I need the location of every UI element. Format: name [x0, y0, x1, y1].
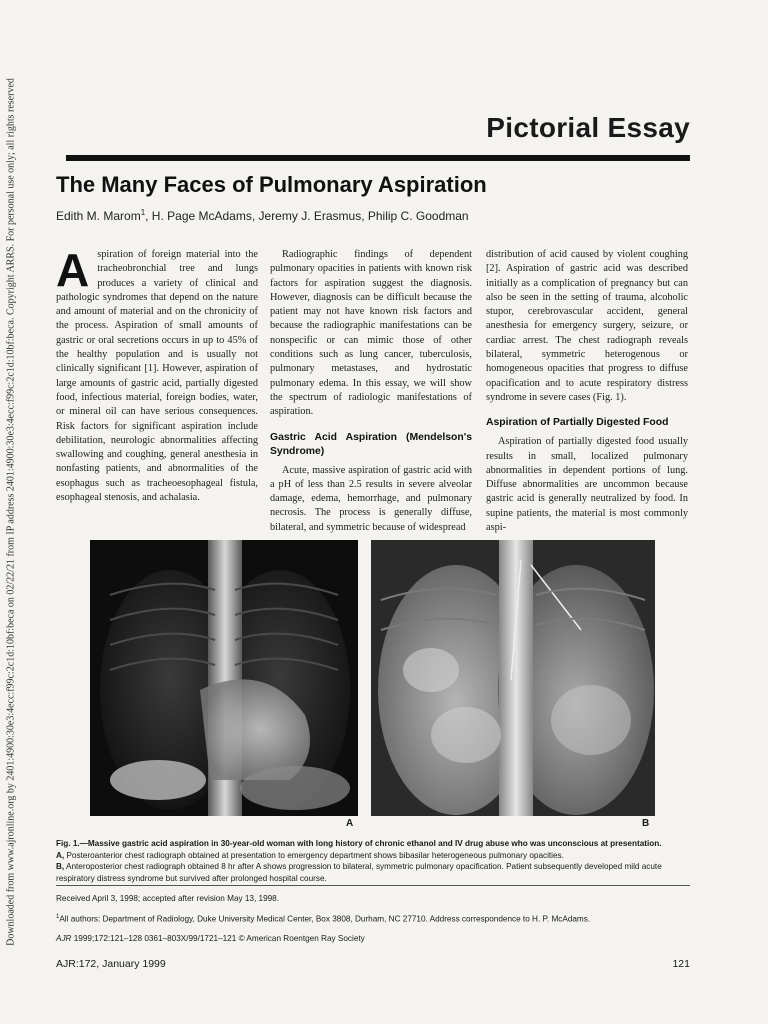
affiliation-note [56, 912, 690, 925]
caption-b-text: Anteroposterior chest radiograph obtained 8 hr after A shows progression to bilateral, symmetric pulmonary opacification. Patient subsequently developed mild acute respiratory distress syndrome but survived after prolonged hospital course. [56, 862, 662, 883]
caption-b-key: B, [56, 862, 65, 871]
section-label: Pictorial Essay [486, 112, 690, 143]
other-authors: , H. Page McAdams, Jeremy J. Erasmus, Philip C. Goodman [145, 209, 469, 223]
chest-radiograph-b [371, 540, 655, 816]
panel-label-a: A [346, 818, 354, 829]
gastric-acid-paragraph: Acute, massive aspiration of gastric acid with a pH of less than 2.5 results in severe alveolar damage, edema, hemorrhage, and pulmonary necrosis. The process is generally diffuse, bilateral, and symmetric because of widespread [270, 464, 472, 533]
radiographic-findings-paragraph: Radiographic findings of dependent pulmonary opacities in patients with known risk factors for aspiration suggest the diagnosis. However, diagnosis can be difficult because the patient may not have known risk factors and because the radiographic manifestations can be nonspecific or can mimic those of other conditions such as lung cancer, tuberculosis, pulmonary metastases, and hydrostatic pulmonary edema. In this essay, we will show the spectrum of radiologic manifestations of aspiration. [270, 249, 472, 418]
xray-image-b [371, 540, 655, 816]
first-author: Edith M. Marom [56, 209, 141, 223]
intro-paragraph: spiration of foreign material into the tracheobronchial tree and lungs produces a variety of clinical and pathologic syndromes that depend on the nature and amount of material and on the chronicity of the process. Aspiration of small amounts of gastric or oral secretions occurs in up to 45% of the healthy population and is usually not clinically significant [1]. However, aspiration of large amounts of gastric acid, partially digested food, infectious material, foreign bodies, water, or mineral oil can have serious consequences. Risk factors for significant aspiration include debilitation, neurologic abnormalities affecting swallowing and coughing, general anesthesia in nonfasting patients, and abnormalities of the esophagus such as tracheoesophageal fistula, esophageal stenosis, and achalasia. [56, 249, 258, 504]
footnote-rule [56, 885, 690, 886]
header-rule [66, 155, 690, 161]
affiliation-text: All authors: Department of Radiology, Duke University Medical Center, Box 3808, Durham, NC 27710. Address correspondence to H. P. McAdams. [59, 914, 591, 924]
panel-label-b: B [642, 818, 650, 829]
page-number: 121 [672, 958, 690, 970]
caption-a [56, 850, 690, 862]
text-column-3 [486, 248, 688, 535]
download-notice-text: Downloaded from www.ajronline.org by 2401:4900:30e3:4ecc:f99c:2c1d:10bf:beca on 02/22/21 from IP address 2401:4900:30e3:4ecc:f99c:2c1d:10bf:beca. Copyright ARRS. For personal use only; all rights reserved [5, 78, 17, 946]
journal-issue: AJR:172, January 1999 [56, 958, 166, 970]
text-column-1 [56, 244, 258, 505]
caption-b [56, 861, 690, 884]
citation-note [56, 933, 690, 944]
received-note: Received April 3, 1998; accepted after revision May 13, 1998. [56, 894, 280, 903]
drop-cap: A [56, 244, 90, 296]
gastric-acid-continued-paragraph: distribution of acid caused by violent coughing [2]. Aspiration of gastric acid was described initially as a complication of pregnancy but can also be seen in the setting of trauma, alcoholic stupor, cerebrovascular accident, general anesthesia for emergency surgery, seizure, or cardiac arrest. The chest radiograph reveals bilateral, symmetric heterogenous or homogeneous opacities that progress to diffuse opacification and to acute respiratory distress syndrome in severe cases (Fig. 1). [486, 249, 688, 403]
xray-image-a [90, 540, 358, 816]
section-heading-gastric-acid: Gastric Acid Aspiration (Mendelson's Syndrome) [270, 431, 472, 457]
download-notice [0, 0, 22, 1024]
caption-a-text: Posteroanterior chest radiograph obtained at presentation to emergency department shows bibasilar heterogeneous pulmonary opacities. [64, 850, 564, 860]
citation-journal: AJR [56, 933, 72, 943]
author-affiliation-marker: 1 [140, 208, 146, 217]
chest-radiograph-a [90, 540, 358, 816]
affiliation-marker: 1 [56, 914, 60, 920]
citation-text: 1999;172:121–128 0361–803X/99/1721–121 © American Roentgen Ray Society [71, 933, 365, 943]
text-column-2 [270, 248, 472, 535]
caption-main [56, 838, 690, 850]
article-title: The Many Faces of Pulmonary Aspiration [56, 172, 487, 197]
caption-a-key: A, [56, 850, 65, 860]
footnotes [56, 893, 690, 952]
caption-main-text: Fig. 1.—Massive gastric acid aspiration in 30-year-old woman with long history of chronic ethanol and IV drug abuse who was unconscious at presentation. [56, 839, 662, 848]
section-heading-digested-food: Aspiration of Partially Digested Food [486, 417, 669, 429]
figure-caption [56, 838, 690, 884]
author-line [56, 208, 469, 223]
digested-food-paragraph: Aspiration of partially digested food usually results in small, localized pulmonary abnormalities in dependent portions of lung. Diffuse abnormalities are uncommon because gastric acid is generally neutralized by food. In supine patients, the material is most commonly aspi- [486, 436, 688, 534]
